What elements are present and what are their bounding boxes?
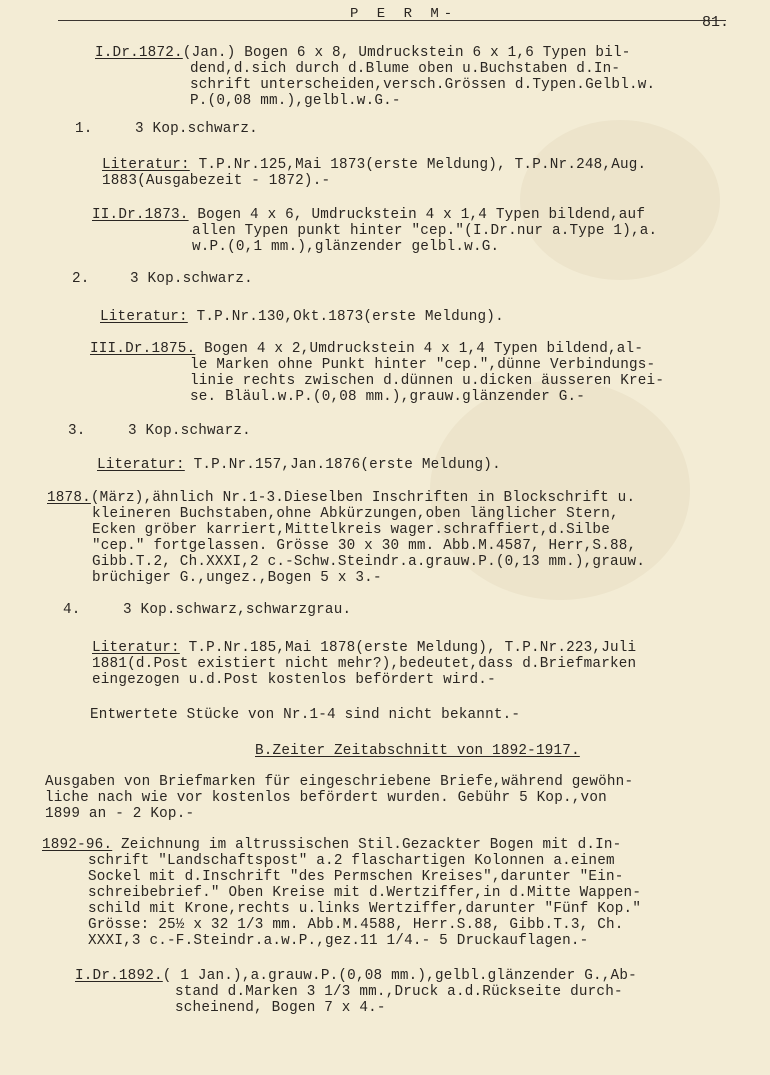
page-header-title: P E R M- — [350, 6, 458, 22]
paragraph-line: se. Bläul.w.P.(0,08 mm.),grauw.glänzender G.- — [190, 389, 586, 405]
paragraph-line: allen Typen punkt hinter "cep."(I.Dr.nur a.Type 1),a. — [192, 223, 658, 239]
literature-line: 1881(d.Post existiert nicht mehr?),bedeutet,dass d.Briefmarken — [92, 656, 637, 672]
paragraph-line: 1878.(März),ähnlich Nr.1-3.Dieselben Inschriften in Blockschrift u. — [47, 490, 636, 506]
paragraph-line: w.P.(0,1 mm.),glänzender gelbl.w.G. — [192, 239, 500, 255]
section-label: I.Dr.1872. — [95, 45, 183, 61]
paragraph-line: kleineren Buchstaben,ohne Abkürzungen,oben länglicher Stern, — [92, 506, 619, 522]
paragraph-line: brüchiger G.,ungez.,Bogen 5 x 3.- — [92, 570, 382, 586]
paragraph-line: scheinend, Bogen 7 x 4.- — [175, 1000, 386, 1016]
section-heading: B.Zeiter Zeitabschnitt von 1892-1917. — [255, 743, 580, 759]
section-label: I.Dr.1892. — [75, 968, 163, 984]
paper-stain — [520, 120, 720, 280]
paragraph-line: 1892-96. Zeichnung im altrussischen Stil.Gezackter Bogen mit d.In- — [42, 837, 622, 853]
stamp-number: 3. — [68, 423, 86, 439]
paragraph-line: liche nach wie vor kostenlos befördert wurden. Gebühr 5 Kop.,von — [45, 790, 607, 806]
paragraph-line: Ecken gröber karriert,Mittelkreis wager.schraffiert,d.Silbe — [92, 522, 610, 538]
literature-line: Literatur: T.P.Nr.157,Jan.1876(erste Meldung). — [97, 457, 501, 473]
paragraph-line: P.(0,08 mm.),gelbl.w.G.- — [190, 93, 401, 109]
paragraph-line: I.Dr.1872.(Jan.) Bogen 6 x 8, Umdruckstein 6 x 1,6 Typen bil- — [95, 45, 631, 61]
paragraph-line: 1899 an - 2 Kop.- — [45, 806, 195, 822]
note-line: Entwertete Stücke von Nr.1-4 sind nicht bekannt.- — [90, 707, 521, 723]
page-number: 81. — [702, 14, 730, 31]
stamp-description: 3 Kop.schwarz,schwarzgrau. — [123, 602, 352, 618]
stamp-number: 4. — [63, 602, 81, 618]
paragraph-line: XXXI,3 c.-F.Steindr.a.w.P.,gez.11 1/4.- 5 Druckauflagen.- — [88, 933, 589, 949]
paragraph-line: "cep." fortgelassen. Grösse 30 x 30 mm. Abb.M.4587, Herr,S.88, — [92, 538, 637, 554]
literature-line: eingezogen u.d.Post kostenlos befördert wird.- — [92, 672, 496, 688]
stamp-description: 3 Kop.schwarz. — [135, 121, 258, 137]
stamp-description: 3 Kop.schwarz. — [128, 423, 251, 439]
paragraph-line: Sockel mit d.Inschrift "des Permschen Kreises",darunter "Ein- — [88, 869, 624, 885]
section-label: 1892-96. — [42, 837, 113, 853]
section-label: III.Dr.1875. — [90, 341, 196, 357]
paragraph-line: Ausgaben von Briefmarken für eingeschriebene Briefe,während gewöhn- — [45, 774, 634, 790]
paragraph-line: schreibebrief." Oben Kreise mit d.Wertziffer,in d.Mitte Wappen- — [88, 885, 642, 901]
literature-line: 1883(Ausgabezeit - 1872).- — [102, 173, 331, 189]
paragraph-line: Gibb.T.2, Ch.XXXI,2 c.-Schw.Steindr.a.grauw.P.(0,13 mm.),grauw. — [92, 554, 646, 570]
paragraph-line: schild mit Krone,rechts u.links Wertziffer,darunter "Fünf Kop." — [88, 901, 642, 917]
stamp-number: 1. — [75, 121, 93, 137]
paragraph-line: schrift "Landschaftspost" a.2 flaschartigen Kolonnen a.einem — [88, 853, 615, 869]
paragraph-line: dend,d.sich durch d.Blume oben u.Buchstaben d.In- — [190, 61, 621, 77]
stamp-number: 2. — [72, 271, 90, 287]
literature-line: Literatur: T.P.Nr.130,Okt.1873(erste Meldung). — [100, 309, 504, 325]
paragraph-line: III.Dr.1875. Bogen 4 x 2,Umdruckstein 4 x 1,4 Typen bildend,al- — [90, 341, 644, 357]
literature-line: Literatur: T.P.Nr.185,Mai 1878(erste Meldung), T.P.Nr.223,Juli — [92, 640, 637, 656]
section-label: 1878. — [47, 490, 91, 506]
paragraph-line: II.Dr.1873. Bogen 4 x 6, Umdruckstein 4 x 1,4 Typen bildend,auf — [92, 207, 646, 223]
paragraph-line: le Marken ohne Punkt hinter "cep.",dünne Verbindungs- — [190, 357, 656, 373]
paragraph-line: schrift unterscheiden,versch.Grössen d.Typen.Gelbl.w. — [190, 77, 656, 93]
paragraph-line: Grösse: 25½ x 32 1/3 mm. Abb.M.4588, Herr.S.88, Gibb.T.3, Ch. — [88, 917, 624, 933]
paragraph-line: I.Dr.1892.( 1 Jan.),a.grauw.P.(0,08 mm.),gelbl.glänzender G.,Ab- — [75, 968, 637, 984]
section-label: II.Dr.1873. — [92, 207, 189, 223]
literature-line: Literatur: T.P.Nr.125,Mai 1873(erste Meldung), T.P.Nr.248,Aug. — [102, 157, 647, 173]
paragraph-line: linie rechts zwischen d.dünnen u.dicken äusseren Krei- — [190, 373, 665, 389]
paragraph-line: stand d.Marken 3 1/3 mm.,Druck a.d.Rückseite durch- — [175, 984, 623, 1000]
stamp-description: 3 Kop.schwarz. — [130, 271, 253, 287]
